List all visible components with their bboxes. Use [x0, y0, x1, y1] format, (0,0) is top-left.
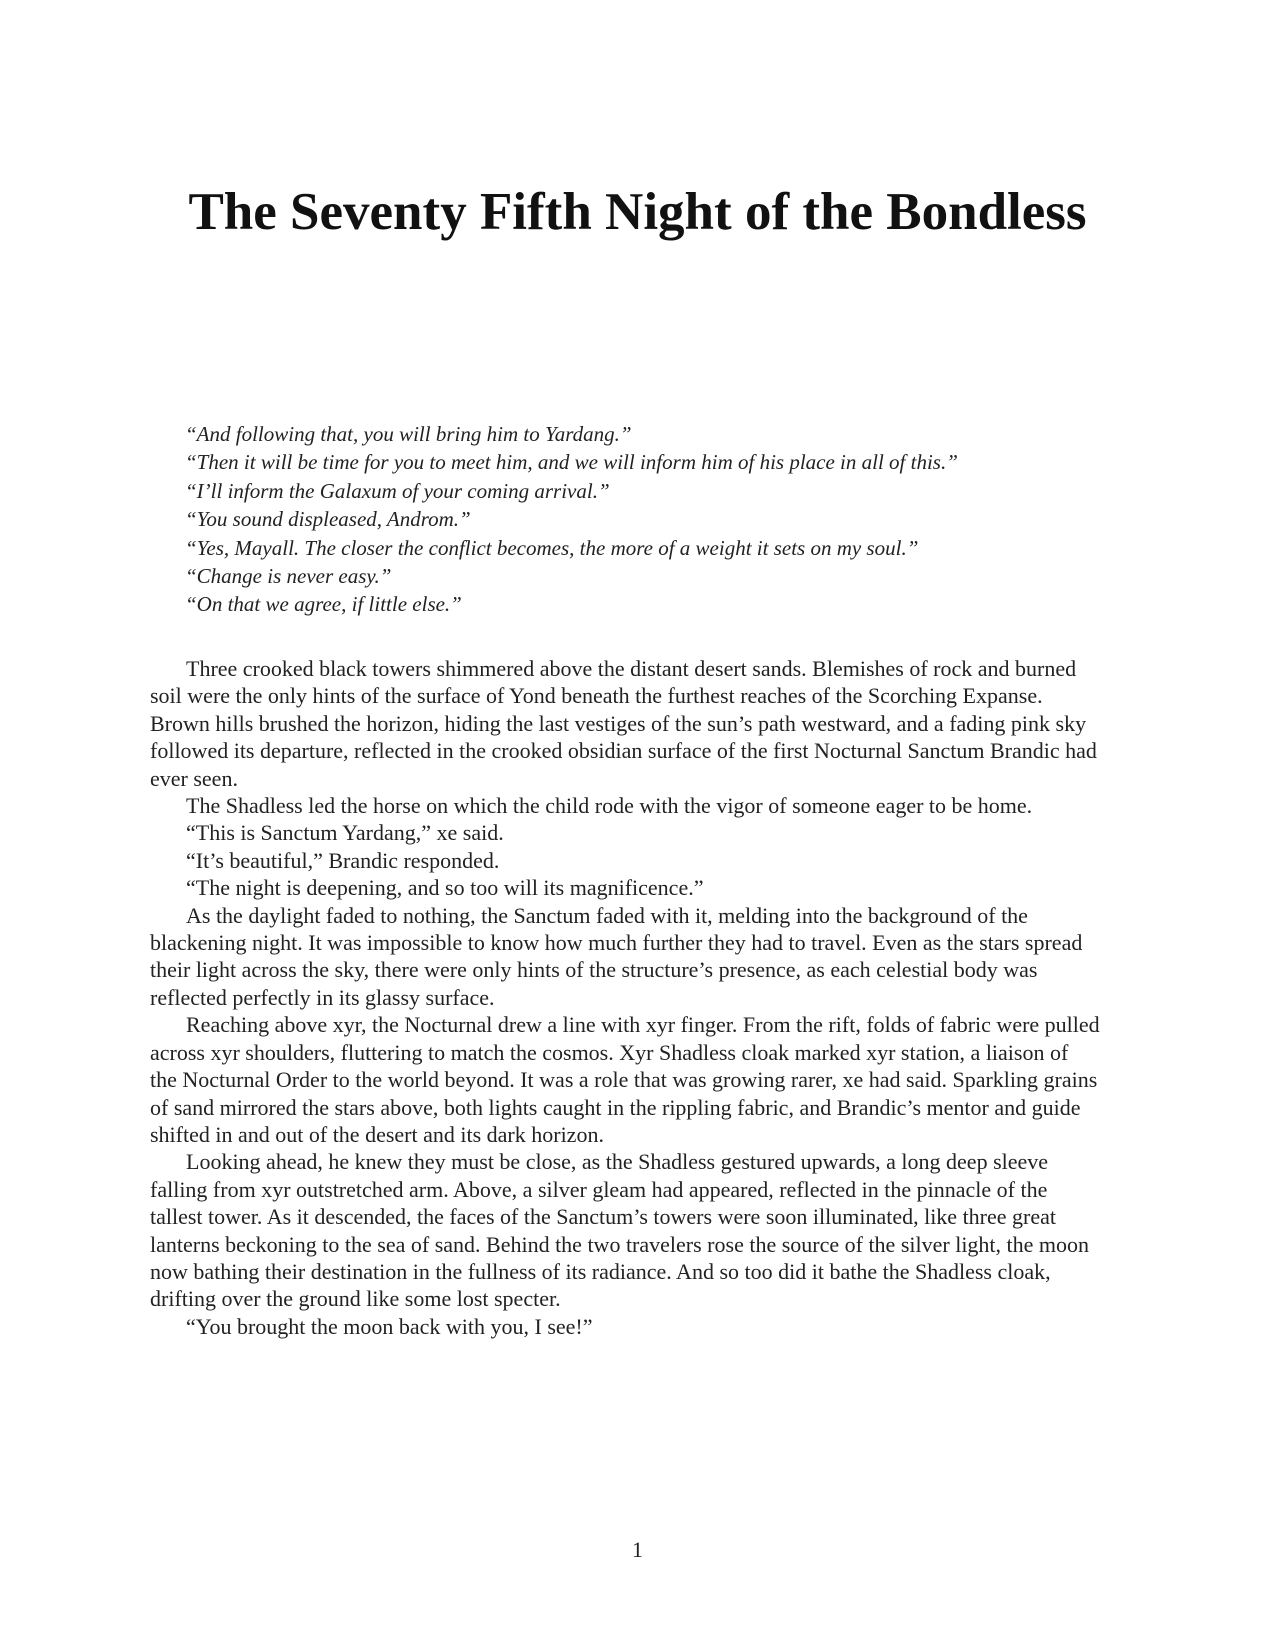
- paragraph: Reaching above xyr, the Nocturnal drew a line with xyr finger. From the rift, folds of fabric were pulled across xyr shoulders, fluttering to match the cosmos. Xyr Shadless cloak marked xyr station, a liaison of the Nocturnal Order to the world beyond. It was a role that was growing rarer, xe had said. Sparkling grains of sand mirrored the stars above, both lights caught in the rippling fabric, and Brandic’s mentor and guide shifted in and out of the desert and its dark horizon.: [150, 1012, 1100, 1147]
- paragraph: “You brought the moon back with you, I see!”: [186, 1313, 593, 1339]
- epigraph-line: “On that we agree, if little else.”: [185, 592, 462, 617]
- epigraph-line: “You sound displeased, Androm.”: [185, 507, 471, 532]
- epigraph-line: “Then it will be time for you to meet him, and we will inform him of his place in all of this.”: [185, 450, 958, 475]
- paragraph: Looking ahead, he knew they must be close, as the Shadless gestured upwards, a long deep sleeve falling from xyr outstretched arm. Above, a silver gleam had appeared, reflected in the pinnacle of the tallest tower. As it descended, the faces of the Sanctum’s towers were soon illuminated, like three great lanterns beckoning to the sea of sand. Behind the two travelers rose the source of the silver light, the moon now bathing their destination in the fullness of its radiance. And so too did it bathe the Shadless cloak, drifting over the ground like some lost specter.: [150, 1149, 1090, 1312]
- paragraph: The Shadless led the horse on which the child rode with the vigor of someone eager to be home.: [186, 793, 1033, 819]
- epigraph: [185, 420, 1085, 619]
- paragraph: As the daylight faded to nothing, the Sanctum faded with it, melding into the background of the blackening night. It was impossible to know how much further they had to travel. Even as the stars spread their light across the sky, there were only hints of the structure’s presence, as each celestial body was reflected perfectly in its glassy surface.: [150, 902, 1083, 1010]
- paragraph: “The night is deepening, and so too will its magnificence.”: [186, 875, 704, 901]
- epigraph-line: “And following that, you will bring him to Yardang.”: [185, 422, 632, 446]
- epigraph-line: “Change is never easy.”: [185, 564, 392, 589]
- paragraph: “This is Sanctum Yardang,” xe said.: [186, 820, 504, 846]
- page-title: The Seventy Fifth Night of the Bondless: [188, 183, 1087, 241]
- body-text: [150, 655, 1100, 1340]
- paragraph: “It’s beautiful,” Brandic responded.: [186, 847, 500, 873]
- epigraph-line: “I’ll inform the Galaxum of your coming arrival.”: [185, 478, 610, 503]
- epigraph-line: “Yes, Mayall. The closer the conflict becomes, the more of a weight it sets on my soul.”: [185, 535, 919, 560]
- page-number: 1: [632, 1537, 643, 1562]
- paragraph: Three crooked black towers shimmered above the distant desert sands. Blemishes of rock and burned soil were the only hints of the surface of Yond beneath the furthest reaches of the Scorching Expanse. Brown hills brushed the horizon, hiding the last vestiges of the sun’s path westward, and a fading pink sky followed its departure, reflected in the crooked obsidian surface of the first Nocturnal Sanctum Brandic had ever seen.: [150, 656, 1097, 791]
